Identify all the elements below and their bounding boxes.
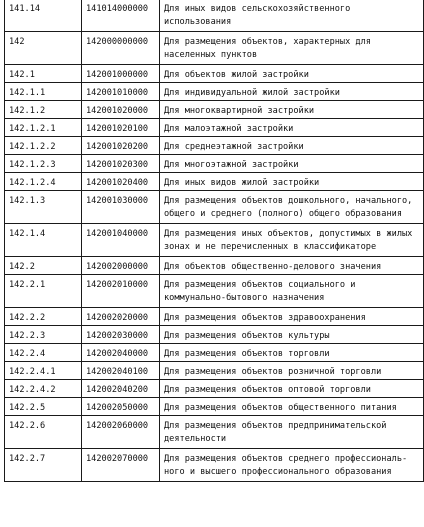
row-code: 142.2.1 xyxy=(5,275,82,308)
table-row xyxy=(5,173,424,191)
row-description: Для иных видов сельскохозяйственного использования xyxy=(160,0,424,32)
row-code: 141.14 xyxy=(5,0,82,32)
row-description: Для размещения объектов оптовой торговли xyxy=(160,380,424,398)
row-number: 142002040000 xyxy=(82,344,160,362)
row-number: 142000000000 xyxy=(82,32,160,65)
row-description: Для размещения объектов дошкольного, начального, общего и среднего (полного) общего образования xyxy=(160,191,424,224)
row-code: 142.2.4 xyxy=(5,344,82,362)
table-row xyxy=(5,155,424,173)
row-code: 142.2.7 xyxy=(5,449,82,482)
table-row xyxy=(5,344,424,362)
row-code: 142.1.2.1 xyxy=(5,119,82,137)
row-description: Для объектов жилой застройки xyxy=(160,65,424,83)
row-code: 142.1.2.4 xyxy=(5,173,82,191)
table-row xyxy=(5,119,424,137)
row-code: 142.1.2.2 xyxy=(5,137,82,155)
row-code: 142.2.4.2 xyxy=(5,380,82,398)
row-code: 142.1 xyxy=(5,65,82,83)
table-row xyxy=(5,416,424,449)
row-code: 142.1.2.3 xyxy=(5,155,82,173)
row-code: 142.2.6 xyxy=(5,416,82,449)
table-row xyxy=(5,275,424,308)
table-row xyxy=(5,32,424,65)
row-number: 141014000000 xyxy=(82,0,160,32)
table-row xyxy=(5,83,424,101)
row-code: 142.2.3 xyxy=(5,326,82,344)
table-row xyxy=(5,224,424,257)
row-number: 142002010000 xyxy=(82,275,160,308)
row-description: Для размещения объектов культуры xyxy=(160,326,424,344)
row-description: Для размещения объектов розничной торговли xyxy=(160,362,424,380)
row-description: Для многоэтажной застройки xyxy=(160,155,424,173)
row-number: 142002020000 xyxy=(82,308,160,326)
table-row xyxy=(5,308,424,326)
row-code: 142.1.3 xyxy=(5,191,82,224)
row-code: 142.2.4.1 xyxy=(5,362,82,380)
row-description: Для индивидуальной жилой застройки xyxy=(160,83,424,101)
row-code: 142.1.4 xyxy=(5,224,82,257)
row-number: 142001010000 xyxy=(82,83,160,101)
table-row xyxy=(5,191,424,224)
table-row xyxy=(5,257,424,275)
row-code: 142.1.1 xyxy=(5,83,82,101)
table-row xyxy=(5,0,424,32)
row-number: 142002030000 xyxy=(82,326,160,344)
table-row xyxy=(5,137,424,155)
table-row xyxy=(5,101,424,119)
row-number: 142001000000 xyxy=(82,65,160,83)
classifier-table xyxy=(4,0,424,482)
row-description: Для среднеэтажной застройки xyxy=(160,137,424,155)
row-description: Для размещения объектов предпринимательской деятельности xyxy=(160,416,424,449)
table-row xyxy=(5,398,424,416)
row-code: 142.2.2 xyxy=(5,308,82,326)
row-code: 142.1.2 xyxy=(5,101,82,119)
row-number: 142001030000 xyxy=(82,191,160,224)
table-row xyxy=(5,326,424,344)
row-number: 142001040000 xyxy=(82,224,160,257)
row-code: 142.2 xyxy=(5,257,82,275)
table-row xyxy=(5,449,424,482)
row-number: 142002050000 xyxy=(82,398,160,416)
row-description: Для объектов общественно-делового значения xyxy=(160,257,424,275)
table-row xyxy=(5,362,424,380)
row-number: 142001020000 xyxy=(82,101,160,119)
row-number: 142001020100 xyxy=(82,119,160,137)
table-row xyxy=(5,65,424,83)
row-number: 142001020300 xyxy=(82,155,160,173)
row-number: 142002070000 xyxy=(82,449,160,482)
row-description: Для размещения объектов среднего профессиональ-ного и высшего профессионального образования xyxy=(160,449,424,482)
row-code: 142 xyxy=(5,32,82,65)
row-number: 142002040200 xyxy=(82,380,160,398)
row-description: Для многоквартирной застройки xyxy=(160,101,424,119)
row-description: Для иных видов жилой застройки xyxy=(160,173,424,191)
row-description: Для размещения объектов, характерных для населенных пунктов xyxy=(160,32,424,65)
row-number: 142001020400 xyxy=(82,173,160,191)
row-description: Для размещения объектов общественного питания xyxy=(160,398,424,416)
row-number: 142002000000 xyxy=(82,257,160,275)
row-description: Для размещения иных объектов, допустимых в жилых зонах и не перечисленных в классификаторе xyxy=(160,224,424,257)
row-number: 142001020200 xyxy=(82,137,160,155)
row-number: 142002040100 xyxy=(82,362,160,380)
row-description: Для малоэтажной застройки xyxy=(160,119,424,137)
row-description: Для размещения объектов здравоохранения xyxy=(160,308,424,326)
row-code: 142.2.5 xyxy=(5,398,82,416)
table-row xyxy=(5,380,424,398)
row-description: Для размещения объектов социального и коммунально-бытового назначения xyxy=(160,275,424,308)
row-number: 142002060000 xyxy=(82,416,160,449)
row-description: Для размещения объектов торговли xyxy=(160,344,424,362)
